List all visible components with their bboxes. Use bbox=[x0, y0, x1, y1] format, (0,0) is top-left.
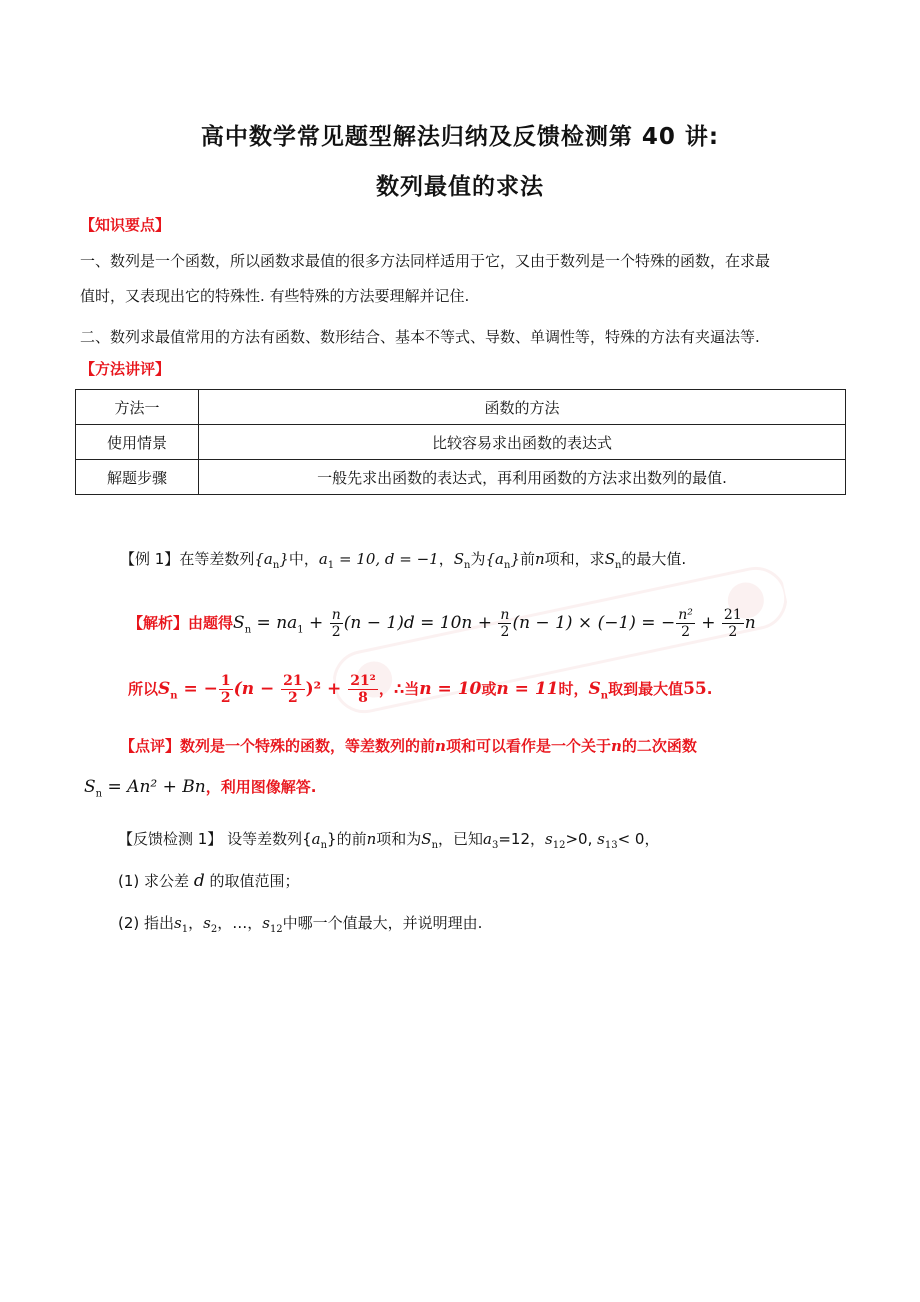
feedback-subquestion-2 bbox=[118, 912, 482, 935]
table-cell-label: 使用情景 bbox=[76, 425, 199, 460]
variable-n: n bbox=[610, 737, 622, 755]
solution-value: n = 10 bbox=[419, 679, 482, 699]
table-cell-label: 方法一 bbox=[76, 390, 199, 425]
sum-symbol: $S_n$ bbox=[604, 550, 622, 571]
example-1 bbox=[120, 548, 686, 571]
example-text: 项和，求 bbox=[544, 550, 605, 568]
comment-text: ，利用图像解答. bbox=[205, 778, 317, 796]
example-text: 中， bbox=[288, 550, 319, 568]
sequence-notation: $\{a_n\}$ bbox=[485, 550, 520, 571]
solution-max-value: 55 bbox=[683, 679, 707, 699]
knowledge-header: 【知识要点】 bbox=[80, 216, 171, 234]
comment-line-2 bbox=[84, 776, 316, 799]
comment-text: 项和可以看作是一个关于 bbox=[445, 737, 611, 755]
feedback-text: 求公差 bbox=[144, 872, 190, 890]
table-row bbox=[76, 390, 846, 425]
solution-line-2 bbox=[128, 664, 712, 714]
sum-symbol: $S_n$ bbox=[588, 679, 609, 702]
table-cell-value: 函数的方法 bbox=[199, 390, 846, 425]
feedback-subquestion-1 bbox=[118, 870, 300, 891]
solution-value: n = 11 bbox=[496, 679, 559, 699]
feedback-text: }的前 bbox=[327, 830, 367, 848]
comment-formula: $S_n = An^2 + Bn$ bbox=[84, 777, 206, 800]
comment-line-1 bbox=[120, 735, 697, 756]
solution-equation-2: $S_n$ = − $\frac{1}{2}$ (n − $\frac{21}{2}$ )² + $\frac{\text{21²}}{8}$ bbox=[158, 672, 376, 706]
example-condition: $a_1 = 10$, d = −1 bbox=[318, 550, 439, 571]
subquestion-label: (2) bbox=[118, 914, 140, 932]
solution-line-1 bbox=[128, 598, 756, 648]
feedback-text: ，…， bbox=[217, 914, 263, 932]
knowledge-point-1 bbox=[80, 244, 845, 314]
feedback-label: 【反馈检测 1】 bbox=[118, 830, 223, 848]
comment-text: 数列是一个特殊的函数，等差数列的前 bbox=[180, 737, 436, 755]
sum-symbol: $S_n$ bbox=[453, 550, 471, 571]
term-s13: $s_{13}$ bbox=[597, 830, 618, 851]
feedback-text: < 0， bbox=[617, 830, 660, 848]
subquestion-label: (1) bbox=[118, 872, 140, 890]
table-row bbox=[76, 425, 846, 460]
feedback-text: 中哪一个值最大，并说明理由. bbox=[282, 914, 483, 932]
feedback-text: 项和为 bbox=[376, 830, 422, 848]
page-title: 高中数学常见题型解法归纳及反馈检测第 40 讲: bbox=[200, 124, 720, 150]
solution-text: 取到最大值 bbox=[608, 680, 684, 698]
solution-equation: $S_n = na_1$ + $\frac{n}{2}$ (n − 1)d = 10n + $\frac{n}{2}$ (n − 1) × (−1) = − $\frac{\text{n²}}{2}$ + $\frac{21}{2}$ n bbox=[233, 606, 756, 640]
feedback-text: ，已知 bbox=[438, 830, 484, 848]
example-text: ， bbox=[438, 550, 454, 568]
feedback-text: =12， bbox=[498, 830, 546, 848]
knowledge-point-1-line-1: 一、数列是一个函数，所以函数求最值的很多方法同样适用于它，又由于数列是一个特殊的函数，在求最 bbox=[80, 252, 771, 270]
term-a-n: $a_n$ bbox=[311, 830, 328, 851]
feedback-text: ， bbox=[188, 914, 204, 932]
term-s2: $s_2$ bbox=[203, 914, 218, 935]
feedback-text: 设等差数列{ bbox=[227, 830, 312, 848]
solution-text: 或 bbox=[481, 680, 497, 698]
table-cell-value: 比较容易求出函数的表达式 bbox=[199, 425, 846, 460]
solution-text: 时， bbox=[558, 680, 589, 698]
feedback-text: >0, bbox=[565, 830, 593, 848]
variable-n: n bbox=[366, 830, 377, 848]
comment-label: 【点评】 bbox=[120, 737, 181, 755]
example-text: 的最大值. bbox=[621, 550, 687, 568]
solution-text: 由题得 bbox=[188, 614, 234, 632]
method-header: 【方法讲评】 bbox=[80, 360, 171, 378]
variable-n: n bbox=[535, 550, 545, 568]
variable-n: n bbox=[435, 737, 446, 755]
table-cell-value: 一般先求出函数的表达式，再利用函数的方法求出数列的最值. bbox=[199, 460, 846, 495]
knowledge-point-2: 二、数列求最值常用的方法有函数、数形结合、基本不等式、导数、单调性等，特殊的方法有夹逼法等. bbox=[80, 328, 760, 346]
feedback-text: 指出 bbox=[144, 914, 175, 932]
sequence-notation: $\{a_n\}$ bbox=[254, 550, 289, 571]
solution-text: ，∴当 bbox=[378, 680, 420, 698]
page-subtitle: 数列最值的求法 bbox=[376, 174, 544, 200]
method-table bbox=[75, 389, 846, 495]
example-text: 在等差数列 bbox=[179, 550, 255, 568]
feedback-text: 的取值范围； bbox=[209, 872, 300, 890]
term-s1: $s_1$ bbox=[174, 914, 189, 935]
example-text: 为 bbox=[470, 550, 486, 568]
variable-d: d bbox=[193, 871, 205, 891]
term-s12: $s_{12}$ bbox=[545, 830, 566, 851]
solution-label: 【解析】 bbox=[128, 614, 189, 632]
knowledge-point-1-line-2: 值时，又表现出它的特殊性. 有些特殊的方法要理解并记住. bbox=[80, 287, 470, 305]
example-text: 前 bbox=[519, 550, 535, 568]
term-a3: $a_3$ bbox=[483, 830, 499, 851]
table-cell-label: 解题步骤 bbox=[76, 460, 199, 495]
sum-symbol: $S_n$ bbox=[421, 830, 439, 851]
solution-text: . bbox=[706, 680, 713, 698]
feedback-question bbox=[118, 828, 659, 851]
table-row bbox=[76, 460, 846, 495]
example-label: 【例 1】 bbox=[120, 550, 180, 568]
term-s12: $s_{12}$ bbox=[262, 914, 283, 935]
comment-text: 的二次函数 bbox=[621, 737, 697, 755]
solution-text: 所以 bbox=[128, 680, 159, 698]
